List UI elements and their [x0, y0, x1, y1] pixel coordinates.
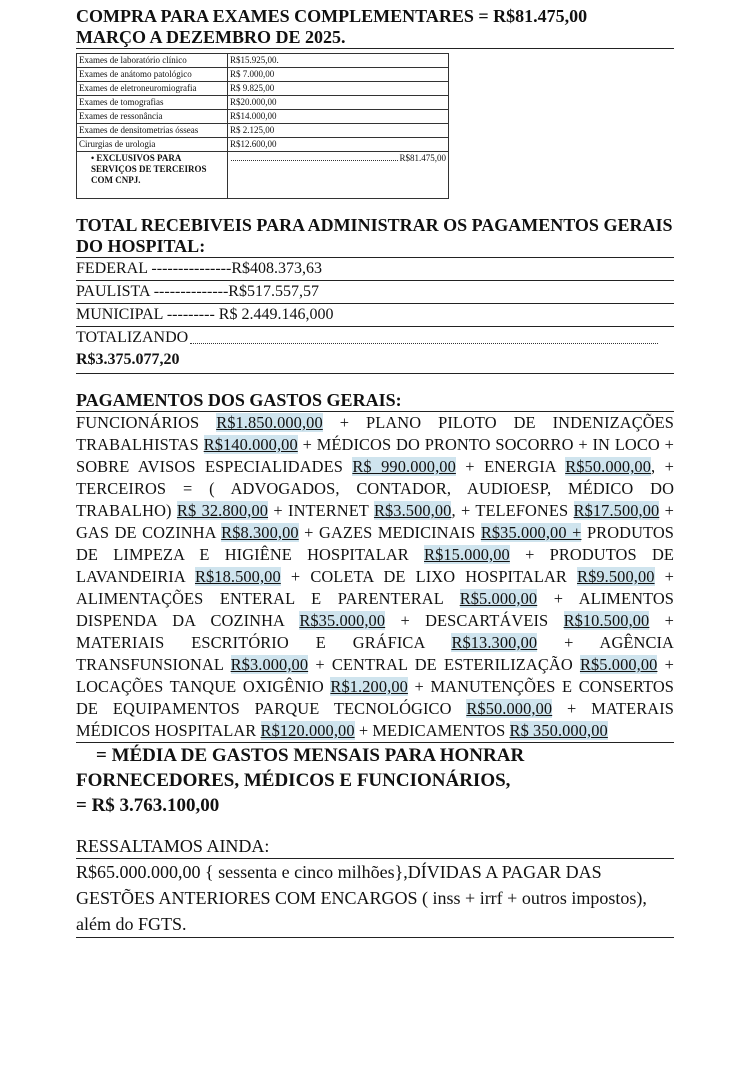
exam-value: R$ 9.825,00	[228, 82, 449, 96]
payments-paragraph	[76, 412, 674, 743]
exam-name: Cirurgias de urologia	[77, 138, 228, 152]
exam-row	[77, 138, 449, 152]
payment-text: + COLETA DE LIXO HOSPITALAR	[280, 567, 578, 586]
payment-text: + MATERIAIS ESCRITÓRIO E GRÁFICA	[76, 611, 675, 652]
exams-table	[76, 53, 449, 199]
payment-amount: R$13.300,00	[451, 633, 538, 652]
totalizing-label: TOTALIZANDO	[76, 329, 189, 346]
exam-name: Exames de tomografias	[77, 96, 228, 110]
payment-amount: R$18.500,00	[194, 567, 281, 586]
payment-amount: R$3.500,00	[373, 501, 452, 520]
payment-text: , + TERCEIROS = ( ADVOGADOS, CONTADOR, AUDIOESP, MÉDICO DO TRABALHO)	[76, 457, 674, 520]
remarks-title: RESSALTAMOS AINDA:	[76, 834, 674, 859]
payment-amount: R$ 350.000,00	[509, 721, 608, 740]
exam-name: Exames de ressonância	[77, 110, 228, 124]
payment-amount: R$1.200,00	[330, 677, 408, 696]
payment-text: + PLANO PILOTO DE INDENIZAÇÕES TRABALHISTAS	[76, 413, 674, 454]
exam-value: R$14.000,00	[228, 110, 449, 124]
exam-row	[77, 124, 449, 138]
exam-name: Exames de laboratório clínico	[77, 54, 228, 68]
exams-footer-value-cell	[228, 152, 449, 199]
payment-text: + ALIMENTAÇÕES ENTERAL E PARENTERAL	[76, 567, 674, 608]
payment-amount: R$ 32.800,00	[176, 501, 269, 520]
exam-value: R$12.600,00	[228, 138, 449, 152]
payment-text: + MANUTENÇÕES E CONSERTOS DE EQUIPAMENTOS PARQUE TECNOLÓGICO	[76, 677, 674, 718]
receivable-federal: FEDERAL ---------------R$408.373,63	[76, 257, 674, 281]
payment-text: PRODUTOS DE LIMPEZA E HIGIÊNE HOSPITALAR	[76, 523, 674, 564]
receivables-total: R$3.375.077,20	[76, 349, 674, 374]
exam-name: Exames de densitometrias ósseas	[77, 124, 228, 138]
payment-amount: R$ 990.000,00	[352, 457, 456, 476]
remarks-text: R$65.000.000,00 { sessenta e cinco milhões},DÍVIDAS A PAGAR DAS GESTÕES ANTERIORES COM ENCARGOS ( inss + irrf + outros impostos), além do FGTS.	[76, 859, 674, 938]
document-title: COMPRA PARA EXAMES COMPLEMENTARES = R$81.475,00	[76, 6, 588, 26]
exams-footer-label: • EXCLUSIVOS PARA SERVIÇOS DE TERCEIROS COM CNPJ.	[77, 152, 228, 199]
payment-text: , + TELEFONES	[451, 501, 574, 520]
payment-text: + AGÊNCIA TRANSFUNSIONAL	[76, 633, 674, 674]
payment-amount: R$50.000,00	[466, 699, 553, 718]
payment-amount: R$5.000,00	[459, 589, 538, 608]
payment-text: + PRODUTOS DE LAVANDEIRIA	[76, 545, 675, 586]
payments-title: PAGAMENTOS DOS GASTOS GERAIS:	[76, 390, 674, 412]
payment-text: + GAS DE COZINHA	[76, 501, 674, 542]
exam-value: R$ 7.000,00	[228, 68, 449, 82]
payment-amount: R$35.000,00 +	[480, 523, 582, 542]
payment-amount: R$9.500,00	[577, 567, 655, 586]
summary-total: = R$ 3.763.100,00	[76, 795, 220, 816]
receivable-municipal: MUNICIPAL --------- R$ 2.449.146,000	[76, 304, 674, 327]
receivables-title: TOTAL RECEBIVEIS PARA ADMINISTRAR OS PAGAMENTOS GERAIS DO HOSPITAL:	[76, 215, 673, 256]
payment-text: + DESCARTÁVEIS	[385, 611, 564, 630]
payment-text: FUNCIONÁRIOS	[76, 413, 217, 432]
exam-value: R$20.000,00	[228, 96, 449, 110]
payment-amount: R$1.850.000,00	[216, 413, 323, 432]
payment-text: + ALIMENTOS DISPENDA DA COZINHA	[76, 589, 674, 630]
payment-amount: R$35.000,00	[299, 611, 386, 630]
receivable-paulista: PAULISTA --------------R$517.557,57	[76, 281, 674, 304]
payment-text: + MATERAIS MÉDICOS HOSPITALAR	[76, 699, 675, 740]
payment-amount: R$140.000,00	[203, 435, 298, 454]
payment-text: + LOCAÇÕES TANQUE OXIGÊNIO	[76, 655, 674, 696]
payment-text: + GAZES MEDICINAIS	[298, 523, 481, 542]
exams-footer-row	[77, 152, 449, 199]
payment-amount: R$8.300,00	[221, 523, 299, 542]
payment-amount: R$15.000,00	[424, 545, 510, 564]
exam-row	[77, 68, 449, 82]
payment-text: + INTERNET	[268, 501, 374, 520]
exam-name: Exames de eletroneuromiografia	[77, 82, 228, 96]
exam-row	[77, 82, 449, 96]
exam-value: R$15.925,00.	[228, 54, 449, 68]
totalizing-row	[76, 327, 674, 349]
payment-amount: R$5.000,00	[579, 655, 658, 674]
exam-name: Exames de anátomo patológico	[77, 68, 228, 82]
summary-line-1: = MÉDIA DE GASTOS MENSAIS PARA HONRAR	[96, 745, 525, 766]
payment-text: + ENERGIA	[455, 457, 566, 476]
payment-amount: R$120.000,00	[260, 721, 355, 740]
exam-row	[77, 96, 449, 110]
exam-value: R$ 2.125,00	[228, 124, 449, 138]
payment-amount: R$3.000,00	[230, 655, 309, 674]
payment-amount: R$10.500,00	[563, 611, 650, 630]
document-period: MARÇO A DEZEMBRO DE 2025.	[76, 27, 674, 49]
payment-amount: R$17.500,00	[573, 501, 660, 520]
exam-row	[77, 54, 449, 68]
payment-amount: R$50.000,00	[565, 457, 652, 476]
payment-text: + MÉDICOS DO PRONTO SOCORRO + IN LOCO + SOBRE AVISOS ESPECIALIDADES	[76, 435, 674, 476]
payment-text: + MEDICAMENTOS	[354, 721, 510, 740]
payment-text: + CENTRAL DE ESTERILIZAÇÃO	[308, 655, 580, 674]
exams-footer-value: R$81.475,00	[399, 153, 446, 163]
summary-line-2: FORNECEDORES, MÉDICOS E FUNCIONÁRIOS,	[76, 770, 511, 791]
exam-row	[77, 110, 449, 124]
document-page	[76, 0, 674, 938]
